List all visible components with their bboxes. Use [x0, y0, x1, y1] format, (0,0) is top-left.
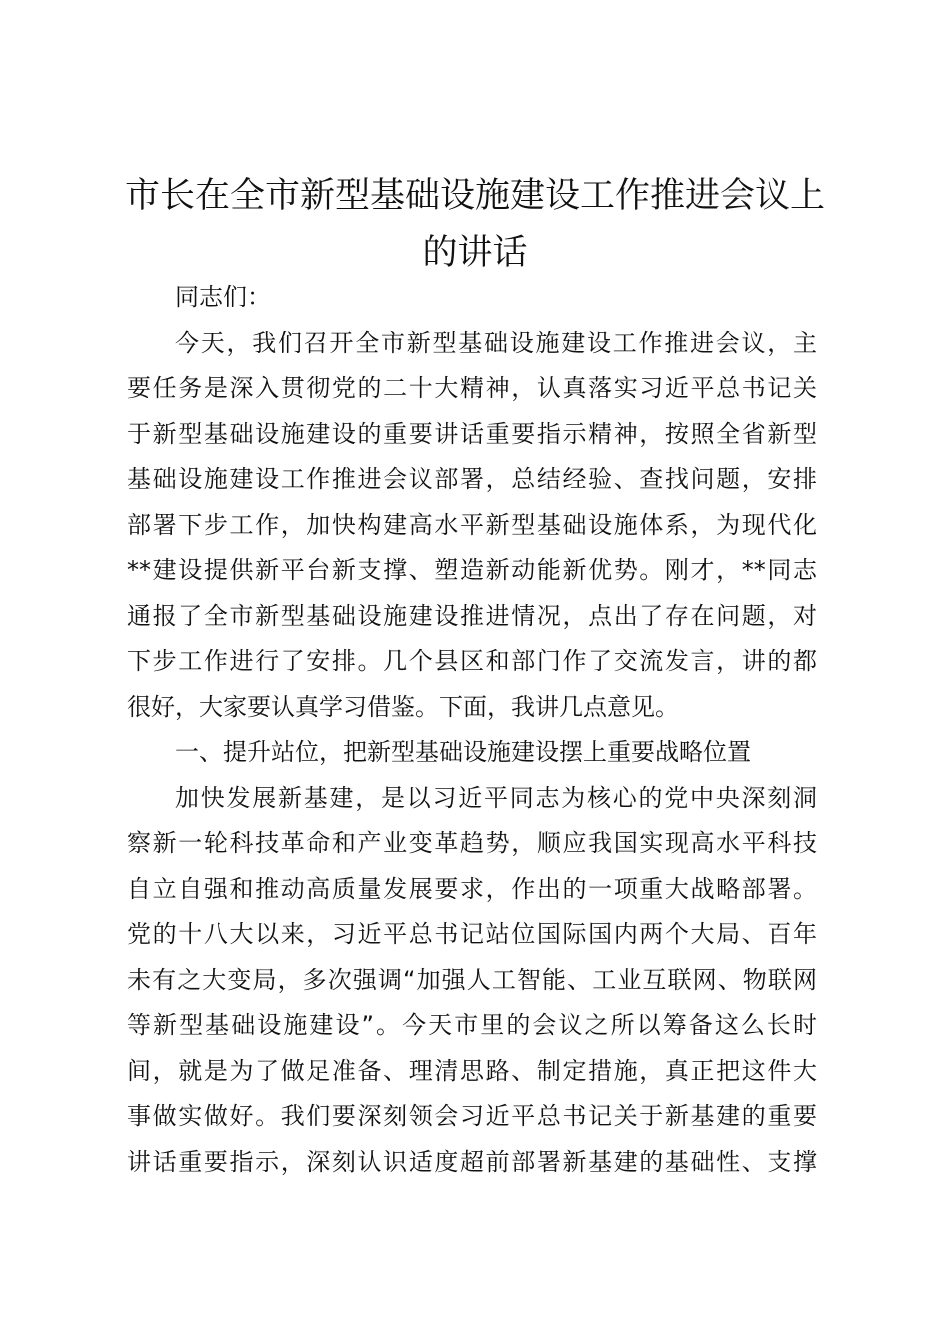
- text-line: 等新型基础设施建设”。今天市里的会议之所以筹备这么长时: [127, 1011, 817, 1039]
- text-line: 要任务是深入贯彻党的二十大精神，认真落实习近平总书记关: [127, 374, 817, 402]
- text-line: 察新一轮科技革命和产业变革趋势，顺应我国实现高水平科技: [127, 829, 817, 857]
- text-line: 事做实做好。我们要深刻领会习近平总书记关于新基建的重要: [127, 1102, 817, 1130]
- document-body: [127, 275, 817, 1185]
- text-line: 自立自强和推动高质量发展要求，作出的一项重大战略部署。: [127, 874, 817, 903]
- text-line: 很好，大家要认真学习借鉴。下面，我讲几点意见。: [127, 692, 679, 721]
- document-title: [110, 168, 840, 282]
- text-line: 基础设施建设工作推进会议部署，总结经验、查找问题，安排: [127, 465, 817, 493]
- text-line: 今天，我们召开全市新型基础设施建设工作推进会议，主: [175, 328, 817, 357]
- text-line: 讲话重要指示，深刻认识适度超前部署新基建的基础性、支撑: [127, 1147, 817, 1176]
- text-line: 间，就是为了做足准备、理清思路、制定措施，真正把这件大: [127, 1056, 817, 1085]
- title-line-2: 的讲话: [422, 233, 528, 273]
- text-line: 下步工作进行了安排。几个县区和部门作了交流发言，讲的都: [127, 647, 817, 675]
- text-line: 未有之大变局，多次强调“加强人工智能、工业互联网、物联网: [127, 965, 817, 994]
- title-line-1: 市长在全市新型基础设施建设工作推进会议上: [124, 176, 825, 216]
- text-line: 部署下步工作，加快构建高水平新型基础设施体系，为现代化: [127, 510, 817, 539]
- text-line: 一、提升站位，把新型基础设施建设摆上重要战略位置: [175, 738, 751, 766]
- text-line: 通报了全市新型基础设施建设推进情况，点出了存在问题，对: [127, 601, 817, 630]
- text-line: 加快发展新基建，是以习近平同志为核心的党中央深刻洞: [175, 783, 817, 812]
- text-line: 于新型基础设施建设的重要讲话重要指示精神，按照全省新型: [127, 419, 817, 448]
- text-line: 同志们：: [175, 283, 271, 311]
- text-line: **建设提供新平台新支撑、塑造新动能新优势。刚才，**同志: [127, 556, 817, 584]
- text-line: 党的十八大以来，习近平总书记站位国际国内两个大局、百年: [127, 920, 817, 948]
